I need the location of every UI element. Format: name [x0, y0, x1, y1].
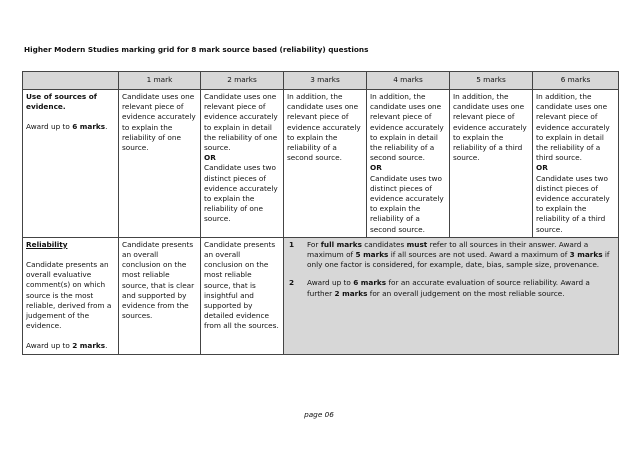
page-number: page 06: [304, 410, 334, 419]
row-reliability: [23, 237, 619, 354]
note-item: [287, 240, 615, 271]
or-label: OR: [370, 163, 382, 173]
document-title: Higher Modern Studies marking grid for 8 mark source based (reliability) questions: [24, 45, 369, 54]
header-4-marks: 4 marks: [367, 72, 450, 90]
cell-2-marks: Candidate presents an overall conclusion on the most reliable source, that is insightful and supported by detailed evidence from all the sources.: [201, 237, 284, 354]
header-2-marks: 2 marks: [201, 72, 284, 90]
award-text: Award up to 2 marks.: [26, 341, 108, 351]
criteria-title: Use of sources of evidence.: [26, 92, 97, 112]
note-number: 2: [289, 278, 295, 288]
header-corner: [23, 72, 119, 90]
cell-5-marks: In addition, the candidate uses one relevant piece of evidence accurately to explain the reliability of a third source.: [450, 90, 533, 238]
header-6-marks: 6 marks: [533, 72, 619, 90]
note-number: 1: [289, 239, 295, 249]
cell-4-marks: In addition, the candidate uses one relevant piece of evidence accurately to explain in detail the reliability of a second source. OR Candidate uses two distinct pieces of evidence accurately to explain the reliability of a second source.: [367, 90, 450, 238]
header-row: [23, 72, 619, 90]
note-text: Award up to 6 marks for an accurate evaluation of source reliability. Award a further 2 marks for an overall judgement on the most reliable source.: [307, 278, 590, 298]
marking-grid: [22, 71, 619, 355]
header-1-mark: 1 mark: [119, 72, 201, 90]
cell-1-mark: Candidate presents an overall conclusion on the most reliable source, that is clear and supported by evidence from the sources.: [119, 237, 201, 354]
cell-2-marks: Candidate uses one relevant piece of evidence accurately to explain in detail the reliability of one source. OR Candidate uses two distinct pieces of evidence accurately to explain the reliability of one source.: [201, 90, 284, 238]
header-3-marks: 3 marks: [284, 72, 367, 90]
marking-notes: [284, 237, 619, 354]
criteria-reliability: [23, 237, 119, 354]
cell-1-mark: Candidate uses one relevant piece of evidence accurately to explain the reliability of one source.: [119, 90, 201, 238]
criteria-description: Candidate presents an overall evaluative comment(s) on which source is the most reliable, derived from a judgement of the evidence.: [26, 260, 112, 331]
criteria-use-of-sources: [23, 90, 119, 238]
note-text: For full marks candidates must refer to all sources in their answer. Award a maximum of 5 marks if all sources are not used. Award a maximum of 3 marks if only one factor is considered, for example, date, bias, sample size, provenance.: [307, 239, 610, 270]
row-use-of-sources: [23, 90, 619, 238]
award-text: Award up to 6 marks.: [26, 122, 108, 132]
note-item: [287, 278, 615, 298]
header-5-marks: 5 marks: [450, 72, 533, 90]
criteria-title: Reliability: [26, 239, 68, 249]
or-label: OR: [204, 153, 216, 163]
cell-6-marks: In addition, the candidate uses one relevant piece of evidence accurately to explain in detail the reliability of a third source. OR Candidate uses two distinct pieces of evidence accurately to explain the reliability of a third source.: [533, 90, 619, 238]
or-label: OR: [536, 163, 548, 173]
cell-3-marks: In addition, the candidate uses one relevant piece of evidence accurately to explain the reliability of a second source.: [284, 90, 367, 238]
